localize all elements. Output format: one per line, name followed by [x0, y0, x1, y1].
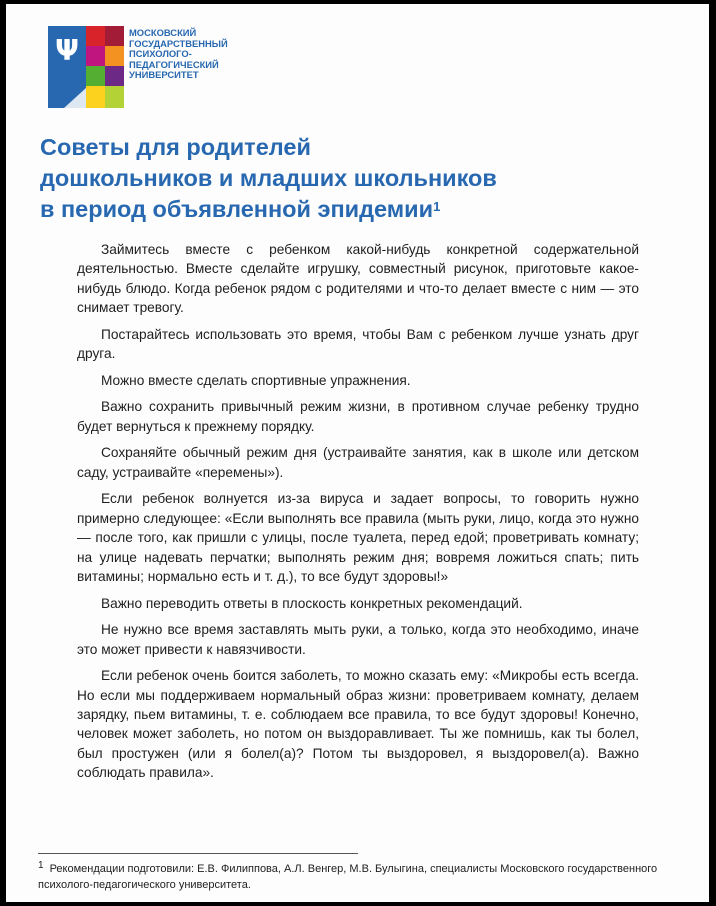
paragraph: Если ребенок волнуется из-за вируса и задает вопросы, то говорить нужно примерно следующее: «Если выполнять все правила (мыть руки, лицо, когда это нужно — после того, как пришли с улицы, после туалета, перед едой; проветривать комнату; на улице надевать перчатки; выполнять режим дня; вовремя ложиться спать; пить витамины; нормально есть и т. д.), то все будут здоровы!»	[77, 491, 639, 585]
logo-tile	[86, 26, 105, 46]
footnote-number: 1	[38, 860, 44, 871]
footnote	[38, 862, 678, 893]
paragraph: Не нужно все время заставлять мыть руки, а только, когда это необходимо, иначе это может привести к навязчивости.	[77, 622, 639, 657]
paragraph: Займитесь вместе с ребенком какой-нибудь конкретной содержательной деятельностью. Вместе сделайте игрушку, совместный рисунок, приготовьте какое-нибудь блюдо. Когда ребенок рядом с родителями и что-то делает вместе с ним — это снимает тревогу.	[77, 242, 639, 316]
logo-tile	[86, 66, 105, 86]
title-line: Советы для родителей	[40, 134, 311, 160]
logo-tile	[86, 86, 105, 108]
logo-tile	[105, 26, 124, 46]
paragraph: Можно вместе сделать спортивные упражнения.	[101, 372, 411, 388]
logo-tile	[86, 46, 105, 66]
footnote-divider	[38, 853, 358, 854]
document-page	[6, 4, 709, 902]
logo-tile	[105, 66, 124, 86]
university-name-line: МОСКОВСКИЙ	[129, 27, 197, 38]
title-line: в период объявленной эпидемии	[40, 196, 434, 222]
logo-psi-letter: Ψ	[55, 34, 79, 67]
paragraph: Если ребенок очень боится заболеть, то можно сказать ему: «Микробы есть всегда. Но если мы поддерживаем нормальный образ жизни: проветриваем комнату, делаем зарядку, пьем витамины, т. е. соблюдаем все правила, то все будут здоровы! Конечно, человек может заболеть, но потом он выздоравливает. Ты же помнишь, как ты болел, был простужен (или я болел(а)? Потом ты выздоровел, я выздоровел(а). Важно соблюдать правила».	[77, 668, 639, 781]
paragraph: Сохраняйте обычный режим дня (устраивайте занятия, как в школе или детском саду, устраивайте «перемены»).	[77, 445, 639, 480]
university-logo	[48, 26, 124, 108]
logo-tile	[105, 86, 124, 108]
paragraph: Важно сохранить привычный режим жизни, в противном случае ребенку трудно будет вернуться к прежнему порядку.	[77, 399, 639, 434]
advice-text	[77, 240, 639, 790]
university-name-line: ГОСУДАРСТВЕННЫЙ	[129, 37, 228, 49]
university-name-line: УНИВЕРСИТЕТ	[129, 69, 199, 81]
paragraph: Важно переводить ответы в плоскость конкретных рекомендаций.	[101, 595, 523, 611]
footnote-text: Рекомендации подготовили: Е.В. Филиппова, А.Л. Венгер, М.В. Булыгина, специалисты Московского государственного психолого-педагогического университета.	[38, 863, 658, 891]
university-name-line: ПСИХОЛОГО-	[129, 48, 192, 60]
logo-tile	[105, 46, 124, 66]
university-name	[129, 28, 249, 81]
university-name-line: ПЕДАГОГИЧЕСКИЙ	[129, 58, 219, 70]
paragraph: Постарайтесь использовать это время, чтобы Вам с ребенком лучше узнать друг друга.	[77, 326, 639, 362]
title-footnote-ref: 1	[433, 199, 441, 214]
page-title	[40, 132, 660, 225]
title-line: дошкольников и младших школьников	[40, 165, 497, 191]
title-line-last	[40, 194, 660, 225]
